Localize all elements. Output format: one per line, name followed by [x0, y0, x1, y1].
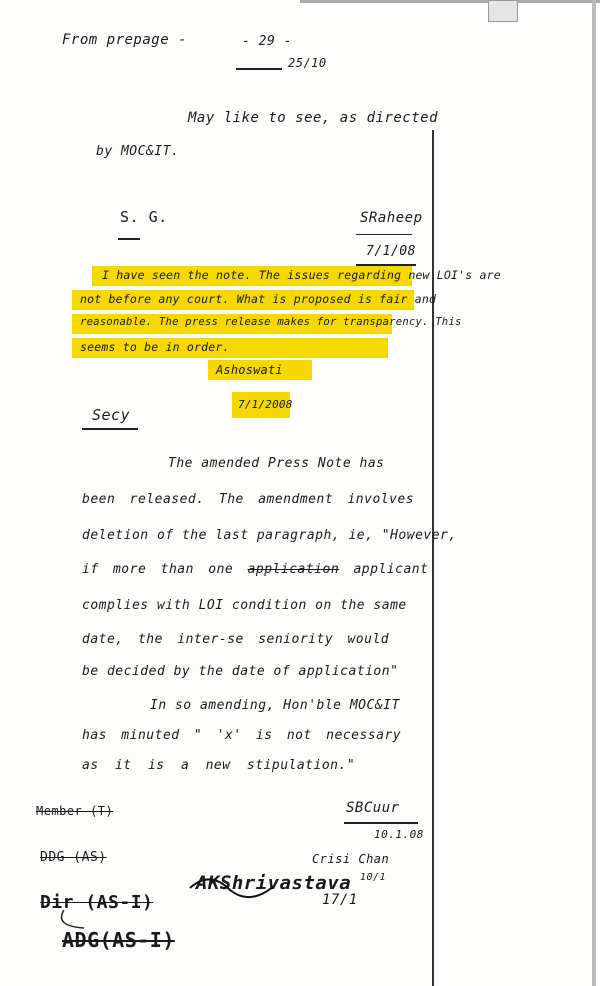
note2-line-5: complies with LOI condition on the same — [82, 598, 407, 613]
note1-signature: SRaheep — [360, 210, 423, 226]
struck-word: application — [247, 562, 340, 577]
routing-member: Member (T) — [36, 804, 114, 818]
routing-signature-main: AKShrivastava — [196, 872, 352, 894]
routing-ddg: DDG (AS) — [40, 850, 107, 865]
note2-signature: SBCuur — [346, 800, 400, 816]
note2-line-10: as it is a new stipulation." — [82, 758, 356, 773]
note2-line-4: if more than one application applicant — [82, 562, 429, 577]
routing-dir: Dir (AS-I) — [40, 892, 154, 913]
signature-swoosh — [190, 879, 274, 897]
highlight-line-4: seems to be in order. — [80, 340, 230, 354]
note2-line-1: The amended Press Note has — [168, 456, 385, 471]
note1-line1: May like to see, as directed — [188, 110, 439, 126]
note2-addressee: Secy — [92, 406, 131, 424]
note2-line-3: deletion of the last paragraph, ie, "However, — [82, 528, 457, 543]
from-prepage-text: From prepage - — [62, 32, 188, 48]
note2-date: 10.1.08 — [374, 828, 424, 841]
highlight-signature: Ashoswati — [216, 363, 283, 377]
note2-line-9: has minuted " 'x' is not necessary — [82, 728, 402, 743]
routing-signature-second: Crisi Chan — [312, 852, 390, 866]
note2-line-6: date, the inter-se seniority would — [82, 632, 390, 647]
highlight-date: 7/1/2008 — [238, 398, 293, 411]
note2-line-2: been released. The amendment involves — [82, 492, 415, 507]
routing-adg: ADG(AS-I) — [62, 928, 175, 952]
note1-date: 7/1/08 — [366, 244, 416, 259]
routing-arrow — [62, 910, 85, 928]
date-ref: 25/10 — [288, 56, 327, 70]
routing-signature-date: 17/1 — [322, 892, 358, 908]
note1-addressee: S. G. — [120, 208, 168, 226]
note2-line-8: In so amending, Hon'ble MOC&IT — [150, 698, 400, 713]
note1-line2: by MOC&IT. — [96, 144, 180, 159]
highlight-line-3: reasonable. The press release makes for transparency. This — [80, 316, 462, 328]
highlight-line-2: not before any court. What is proposed is fair and — [80, 292, 437, 306]
highlight-line-1: I have seen the note. The issues regarding new LOI's are — [102, 268, 501, 282]
routing-signature-second-date: 10/1 — [360, 872, 387, 883]
page-number: - 29 - — [242, 34, 292, 49]
note2-line-7: be decided by the date of application" — [82, 664, 399, 679]
